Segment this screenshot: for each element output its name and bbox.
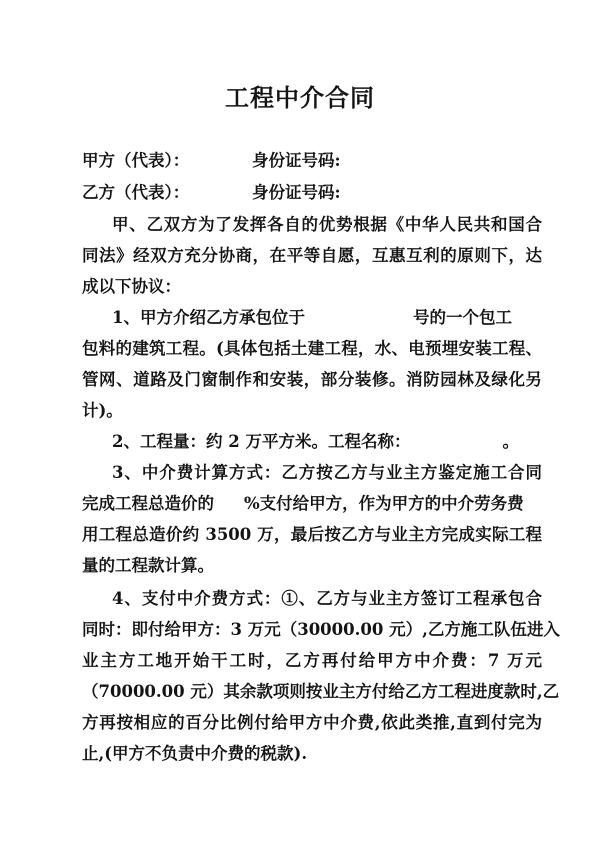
clause4-line-3: 业主方工地开始干工时，乙方再付给甲方中介费：7 万元: [82, 651, 542, 670]
clause1-line-1a: 1、甲方介绍乙方承包位于: [112, 308, 305, 327]
clause3-line-2: [82, 489, 542, 519]
clause4-line-1: 4、支付中介费方式：①、乙方与业主方签订工程承包合: [112, 589, 542, 608]
clause4-line-4: （70000.00 元）其余款项则按业主方付给乙方工程进度款时,乙: [82, 682, 560, 701]
party-a-line: [82, 146, 542, 176]
clause3-line-3: 用工程总造价约 3500 万，最后按乙方与业主方完成实际工程: [82, 525, 542, 544]
clause1-line-1: [112, 303, 542, 333]
party-a-id-label: 身份证号码:: [252, 151, 341, 170]
clause3-line-2b: %支付给甲方，作为甲方的中介劳务费: [244, 494, 524, 513]
party-b-id-label: 身份证号码:: [252, 183, 341, 202]
clause1-line-2: 包料的建筑工程。(具体包括土建工程，水、电预埋安装工程、: [82, 339, 542, 358]
clause1-line-4: 计)。: [82, 401, 123, 420]
clause3-line-4: 量的工程款计算。: [82, 556, 214, 575]
clause2-line-1a: 2、工程量：约 2 万平方米。工程名称：: [112, 432, 411, 451]
intro-line-2: 同法》经双方充分协商，在平等自愿，互惠互利的原则下，达: [82, 246, 542, 265]
intro-line-3: 成以下协议：: [82, 277, 181, 296]
clause4-line-2: 同时：即付给甲方：3 万元（30000.00 元）,乙方施工队伍进入: [82, 620, 560, 639]
document-title: 工程中介合同: [225, 84, 375, 112]
clause1-line-1b: 号的一个包工: [412, 308, 512, 327]
clause1-line-3: 管网、道路及门窗制作和安装，部分装修。消防园林及绿化另: [82, 370, 542, 389]
clause4-line-6: 止,(甲方不负责中介费的税款).: [82, 744, 308, 763]
party-b-line: [82, 178, 542, 208]
clause2-line-1: [112, 427, 542, 457]
intro-line-1: 甲、乙双方为了发挥各自的优势根据《中华人民共和国合: [112, 215, 542, 234]
party-a-label: 甲方（代表）：: [82, 151, 190, 170]
clause2-line-1b: 。: [502, 432, 519, 451]
clause3-line-1: 3、中介费计算方式：乙方按乙方与业主方鉴定施工合同: [112, 463, 542, 482]
party-b-label: 乙方（代表）：: [82, 183, 190, 202]
clause4-line-5: 方再按相应的百分比例付给甲方中介费,依此类推,直到付完为: [82, 713, 542, 732]
clause3-line-2a: 完成工程总造价的: [82, 494, 214, 513]
